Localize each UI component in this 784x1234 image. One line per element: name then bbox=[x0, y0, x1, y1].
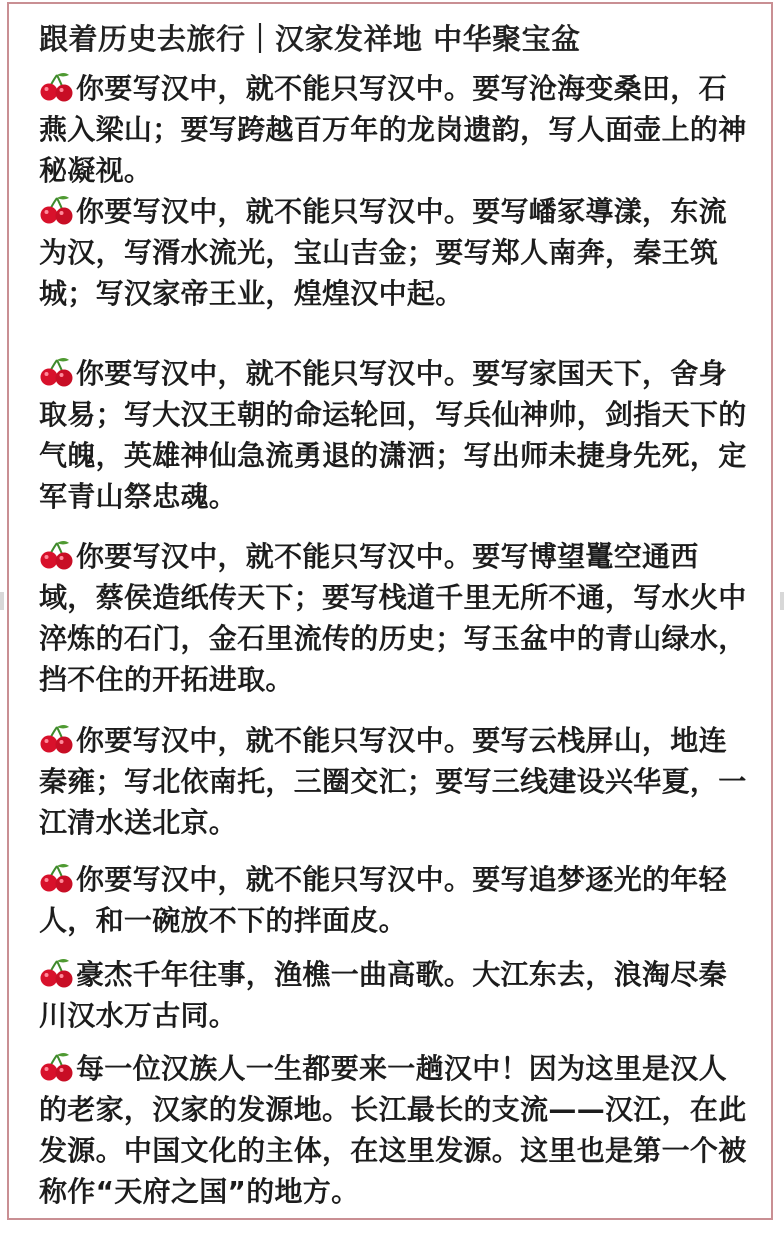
paragraph-text: 每一位汉族人一生都要来一趟汉中！因为这里是汉人的老家，汉家的发源地。长江最长的支流——汉江，在此发源。中国文化的主体，在这里发源。这里也是第一个被称作“天府之国”的地方。 bbox=[39, 1052, 747, 1208]
cherry-icon bbox=[39, 195, 75, 225]
paragraph bbox=[39, 720, 749, 843]
paragraph bbox=[39, 954, 749, 1036]
paragraph bbox=[39, 859, 749, 941]
cherry-icon bbox=[39, 72, 75, 102]
cherry-icon bbox=[39, 724, 75, 754]
paragraph-text: 你要写汉中，就不能只写汉中。要写嶓冢導漾，东流为汉，写湑水流光，宝山吉金；要写郑人南奔，秦王筑城；写汉家帝王业，煌煌汉中起。 bbox=[39, 195, 727, 310]
paragraph bbox=[39, 68, 749, 191]
paragraph bbox=[39, 191, 749, 314]
paragraph bbox=[39, 353, 749, 517]
cherry-icon bbox=[39, 540, 75, 570]
article-card bbox=[7, 2, 773, 1220]
cherry-icon bbox=[39, 357, 75, 387]
cherry-icon bbox=[39, 1052, 75, 1082]
paragraph bbox=[39, 1048, 749, 1212]
paragraph-text: 你要写汉中，就不能只写汉中。要写家国天下，舍身取易；写大汉王朝的命运轮回，写兵仙神帅，剑指天下的气魄，英雄神仙急流勇退的潇洒；写出师未捷身先死，定军青山祭忠魂。 bbox=[39, 357, 747, 513]
paragraph-text: 你要写汉中，就不能只写汉中。要写博望鼍空通西域，蔡侯造纸传天下；要写栈道千里无所不通，写水火中淬炼的石门，金石里流传的历史；写玉盆中的青山绿水，挡不住的开拓进取。 bbox=[39, 540, 747, 696]
cherry-icon bbox=[39, 863, 75, 893]
paragraph-text: 你要写汉中，就不能只写汉中。要写沧海变桑田，石燕入梁山；要写跨越百万年的龙岗遗韵，写人面壶上的神秘凝视。 bbox=[39, 72, 747, 187]
paragraph bbox=[39, 536, 749, 700]
cherry-icon bbox=[39, 958, 75, 988]
paragraph-text: 豪杰千年往事，渔樵一曲高歌。大江东去，浪淘尽秦川汉水万古同。 bbox=[39, 958, 727, 1032]
left-edge-mark bbox=[0, 592, 4, 610]
right-edge-mark bbox=[780, 592, 784, 610]
paragraph-text: 你要写汉中，就不能只写汉中。要写追梦逐光的年轻人，和一碗放不下的拌面皮。 bbox=[39, 863, 727, 937]
paragraph-text: 你要写汉中，就不能只写汉中。要写云栈屏山，地连秦雍；写北依南托，三圈交汇；要写三线建设兴华夏，一江清水送北京。 bbox=[39, 724, 747, 839]
article-title: 跟着历史去旅行｜汉家发祥地 中华聚宝盆 bbox=[39, 22, 581, 56]
